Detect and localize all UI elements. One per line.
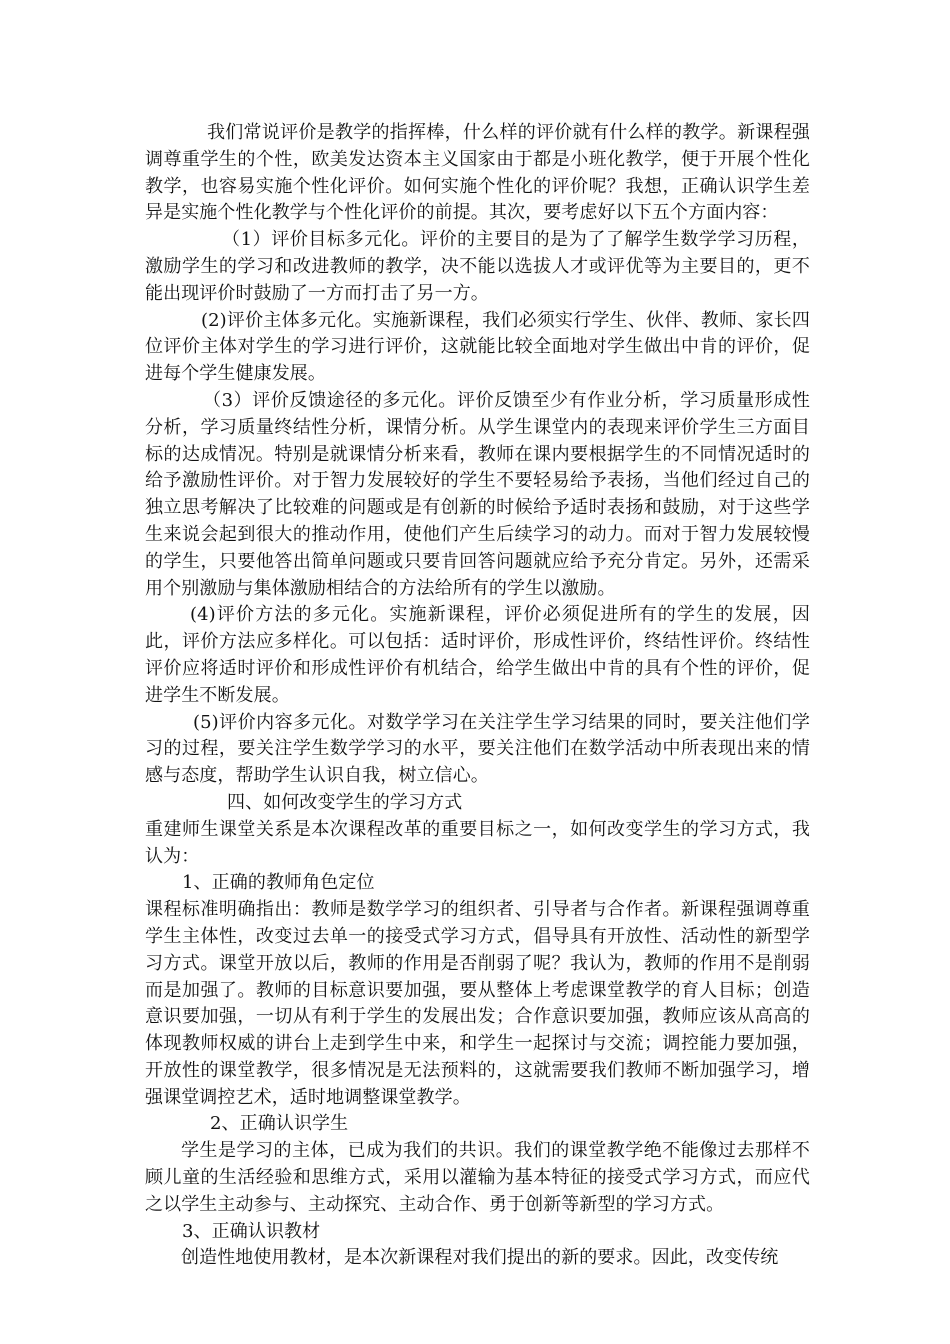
- document-body: [145, 120, 810, 1272]
- subheading-textbook: 3、正确认识教材: [182, 1220, 321, 1242]
- section-intro-paragraph: 重建师生课堂关系是本次课程改革的重要目标之一，如何改变学生的学习方式，我认为：: [145, 818, 810, 867]
- teacher-role-paragraph: 课程标准明确指出：教师是数学学习的组织者、引导者与合作者。新课程强调尊重学生主体性，改变过去单一的接受式学习方式，倡导具有开放性、活动性的新型学习方式。课堂开放以后，教师的作用是否削弱了呢？我认为，教师的作用不是削弱而是加强了。教师的目标意识要加强，要从整体上考虑课堂教学的育人目标；创造意识要加强，一切从有利于学生的发展出发；合作意识要加强，教师应该从高高的体现教师权威的讲台上走到学生中来，和学生一起探讨与交流；调控能力要加强，开放性的课堂教学，很多情况是无法预料的，这就需要我们教师不断加强学习，增强课堂调控艺术，适时地调整课堂教学。: [145, 899, 810, 1108]
- intro-paragraph: 我们常说评价是教学的指挥棒，什么样的评价就有什么样的教学。新课程强调尊重学生的个性，欧美发达资本主义国家由于都是小班化教学，便于开展个性化教学，也容易实施个性化评价。如何实施个性化的评价呢？我想，正确认识学生差异是实施个性化教学与个性化评价的前提。其次，要考虑好以下五个方面内容：: [145, 122, 810, 224]
- evaluation-method-paragraph: (4)评价方法的多元化。实施新课程，评价必须促进所有的学生的发展，因此，评价方法应多样化。可以包括：适时评价，形成性评价，终结性评价。终结性评价应将适时评价和形成性评价有机结合，给学生做出中肯的具有个性的评价，促进学生不断发展。: [145, 604, 810, 706]
- section-heading-four: 四、如何改变学生的学习方式: [227, 791, 463, 813]
- students-paragraph: 学生是学习的主体，已成为我们的共识。我们的课堂教学绝不能像过去那样不顾儿童的生活经验和思维方式，采用以灌输为基本特征的接受式学习方式，而应代之以学生主动参与、主动探究、主动合作、勇于创新等新型的学习方式。: [145, 1140, 810, 1215]
- textbook-paragraph: 创造性地使用教材，是本次新课程对我们提出的新的要求。因此，改变传统: [181, 1247, 779, 1269]
- subheading-teacher-role: 1、正确的教师角色定位: [182, 872, 375, 894]
- evaluation-subject-paragraph: (2)评价主体多元化。实施新课程，我们必须实行学生、伙伴、教师、家长四位评价主体对学生的学习进行评价，这就能比较全面地对学生做出中肯的评价，促进每个学生健康发展。: [145, 309, 810, 385]
- subheading-students: 2、正确认识学生: [210, 1113, 349, 1135]
- evaluation-goal-paragraph: （1）评价目标多元化。评价的主要目的是为了了解学生数学学习历程，激励学生的学习和改进教师的教学，决不能以选拔人才或评优等为主要目的，更不能出现评价时鼓励了一方而打击了另一方。: [145, 229, 810, 304]
- evaluation-content-paragraph: (5)评价内容多元化。对数学学习在关注学生学习结果的同时，要关注他们学习的过程，要关注学生数学学习的水平，要关注他们在数学活动中所表现出来的情感与态度，帮助学生认识自我，树立信心。: [145, 711, 810, 787]
- evaluation-feedback-paragraph: （3）评价反馈途径的多元化。评价反馈至少有作业分析，学习质量形成性分析，学习质量终结性分析，课情分析。从学生课堂内的表现来评价学生三方面目标的达成情况。特别是就课情分析来看，教师在课内要根据学生的不同情况适时的给予激励性评价。对于智力发展较好的学生不要轻易给予表扬，当他们经过自己的独立思考解决了比较难的问题或是有创新的时候给予适时表扬和鼓励，对于这些学生来说会起到很大的推动作用，使他们产生后续学习的动力。而对于智力发展较慢的学生，只要他答出简单问题或只要肯回答问题就应给予充分肯定。另外，还需采用个别激励与集体激励相结合的方法给所有的学生以激励。: [145, 389, 810, 599]
